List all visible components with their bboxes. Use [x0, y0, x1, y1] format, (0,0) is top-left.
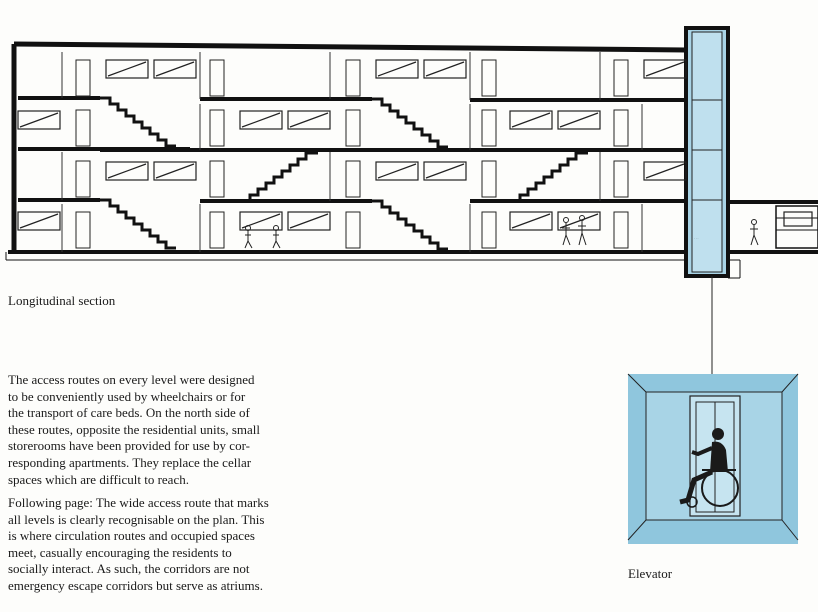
floor-slabs	[18, 98, 686, 201]
paragraph-access-routes: The access routes on every level were designed to be conveniently used by wheelchairs or for the transport of care beds. On the north side of these routes, opposite the residential units, small storerooms have been provided for use by cor- responding apartments. They replace the cellar spaces which are difficult to reach.	[8, 372, 261, 487]
paragraph-following-page: Following page: The wide access route that marks all levels is clearly recognisable on the plan. This is where circulation routes and occupied spaces meet, casually encouraging the residents to socially interact. As such, the corridors are not emergency escape corridors but serve as atriums.	[8, 495, 269, 593]
people-figures	[245, 216, 758, 249]
elevator-detail	[628, 374, 798, 544]
elevator-caption: Elevator	[628, 566, 673, 581]
section-caption: Longitudinal section	[8, 293, 116, 308]
doors	[76, 60, 628, 248]
svg-text:· · ·: · · ·	[694, 237, 699, 241]
